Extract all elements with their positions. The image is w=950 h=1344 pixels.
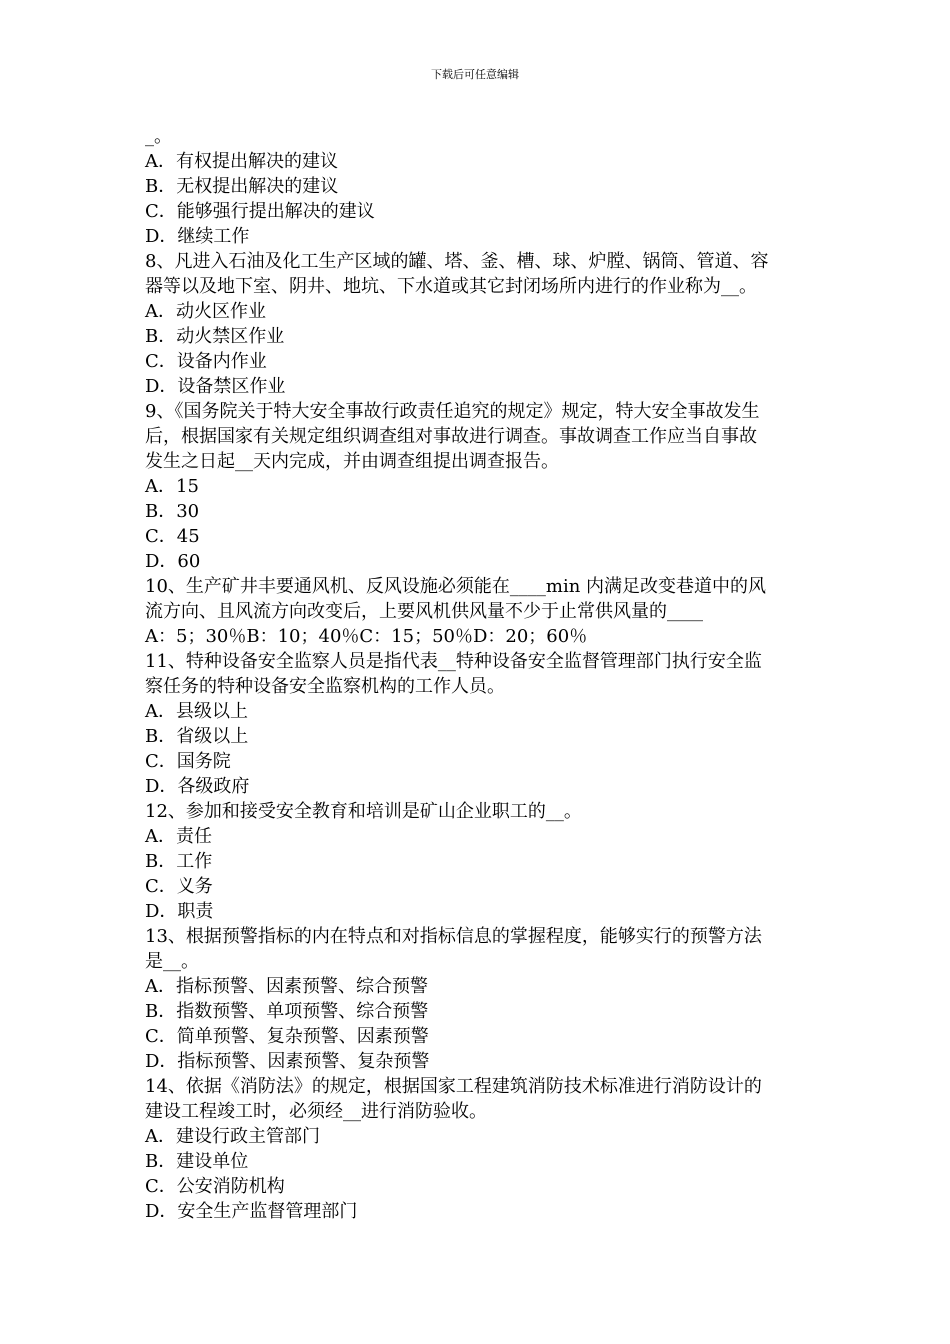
text-line: 流方向、且风流方向改变后，上要风机供风量不少于止常供风量的____ xyxy=(145,601,703,622)
text-line: 察任务的特种设备安全监察机构的工作人员。 xyxy=(145,676,505,697)
text-line: B．工作 xyxy=(145,851,213,872)
text-line: 发生之日起__天内完成，并由调查组提出调查报告。 xyxy=(145,451,559,472)
text-line: C．义务 xyxy=(145,876,213,897)
text-line: 建设工程竣工时，必须经__进行消防验收。 xyxy=(145,1101,487,1122)
text-line: B．指数预警、单项预警、综合预警 xyxy=(145,1001,429,1022)
text-line: D．职责 xyxy=(145,901,214,922)
text-line: _。 xyxy=(145,126,172,147)
page-header: 下载后可任意编辑 xyxy=(431,68,519,81)
text-line: A．指标预警、因素预警、综合预警 xyxy=(145,976,428,997)
text-line: 13、根据预警指标的内在特点和对指标信息的掌握程度，能够实行的预警方法 xyxy=(145,926,762,947)
text-line: C．45 xyxy=(145,526,200,547)
text-line: D．设备禁区作业 xyxy=(145,376,286,397)
text-line: 后，根据国家有关规定组织调查组对事故进行调查。事故调查工作应当自事故 xyxy=(145,426,757,447)
text-line: D．各级政府 xyxy=(145,776,250,797)
text-line: 器等以及地下室、阴井、地坑、下水道或其它封闭场所内进行的作业称为__。 xyxy=(145,276,757,297)
document-body xyxy=(145,124,810,1224)
text-line: B．无权提出解决的建议 xyxy=(145,176,339,197)
text-line: A．建设行政主管部门 xyxy=(145,1126,320,1147)
text-line: 14、依据《消防法》的规定，根据国家工程建筑消防技术标准进行消防设计的 xyxy=(145,1076,762,1097)
text-line: 是__。 xyxy=(145,951,199,972)
text-line: 10、生产矿井丰要通风机、反风设施必须能在____min 内满足改变巷道中的风 xyxy=(145,576,767,597)
text-line: A．县级以上 xyxy=(145,701,248,722)
text-line: B．30 xyxy=(145,501,200,522)
text-line: C．公安消防机构 xyxy=(145,1176,285,1197)
text-line: 9、《国务院关于特大安全事故行政责任追究的规定》规定，特大安全事故发生 xyxy=(145,401,760,422)
text-line: 8、凡进入石油及化工生产区域的罐、塔、釜、槽、球、炉膛、锅筒、管道、容 xyxy=(145,251,769,272)
text-line: D．继续工作 xyxy=(145,226,250,247)
text-line: A．有权提出解决的建议 xyxy=(145,151,338,172)
text-line: B．省级以上 xyxy=(145,726,249,747)
text-line: 12、参加和接受安全教育和培训是矿山企业职工的__。 xyxy=(145,801,582,822)
text-line: C．国务院 xyxy=(145,751,231,772)
text-line: C．简单预警、复杂预警、因素预警 xyxy=(145,1026,429,1047)
text-line: D．指标预警、因素预警、复杂预警 xyxy=(145,1051,430,1072)
text-line: D．安全生产监督管理部门 xyxy=(145,1201,358,1222)
text-line: A．15 xyxy=(145,476,199,497)
text-line: A．动火区作业 xyxy=(145,301,266,322)
text-line: C．能够强行提出解决的建议 xyxy=(145,201,375,222)
text-line: A．责任 xyxy=(145,826,212,847)
text-line: C．设备内作业 xyxy=(145,351,267,372)
text-line: D．60 xyxy=(145,551,201,572)
text-line: A：5；30％B：10；40％C：15；50％D：20；60％ xyxy=(145,626,588,647)
text-line: B．建设单位 xyxy=(145,1151,249,1172)
text-line: B．动火禁区作业 xyxy=(145,326,285,347)
text-line: 11、特种设备安全监察人员是指代表__特种设备安全监督管理部门执行安全监 xyxy=(145,651,762,672)
